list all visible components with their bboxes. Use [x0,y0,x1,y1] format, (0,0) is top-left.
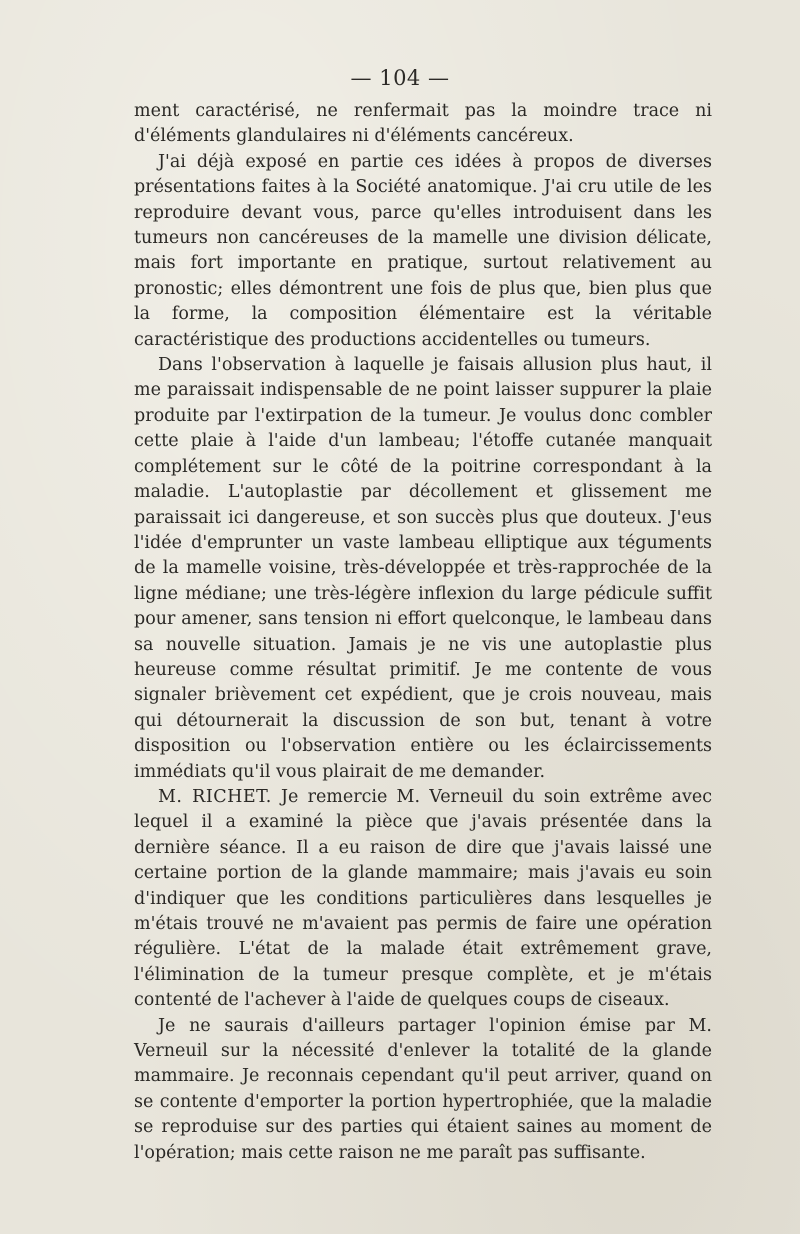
speaker-name: M. RICHET. [158,786,272,807]
paragraph-societe-anatomique: J'ai déjà exposé en partie ces idées à propos de diverses présentations faites à la Société anatomique. J'ai cru utile de les reproduire devant vous, parce qu'elles introduisent dans les tumeurs non cancéreuses de la mamelle une division délicate, mais fort importante en pratique, surtout relativement au pronostic; elles démontrent une fois de plus que, bien plus que la forme, la composition élémentaire est la véritable caractéristique des productions accidentelles ou tumeurs. [134,151,712,350]
paragraph-verneuil-opinion: Je ne saurais d'ailleurs partager l'opinion émise par M. Verneuil sur la nécessité d'enlever la totalité de la glande mammaire. Je reconnais cependant qu'il peut arriver, quand on se contente d'emporter la portion hypertrophiée, que la maladie se reproduise sur des parties qui étaient saines au moment de l'opération; mais cette raison ne me paraît pas suffisante. [134,1015,712,1163]
paragraph-observation-autoplastie: Dans l'observation à laquelle je faisais allusion plus haut, il me paraissait indispensable de ne point laisser suppurer la plaie produite par l'extirpation de la tumeur. Je voulus donc combler cette plaie à l'aide d'un lambeau; l'étoffe cutanée manquait complétement sur le côté de la poitrine correspondant à la maladie. L'autoplastie par décollement et glissement me paraissait ici dangereuse, et son succès plus que douteux. J'eus l'idée d'emprunter un vaste lambeau elliptique aux téguments de la mamelle voisine, très-développée et très-rapprochée de la ligne médiane; une très-légère inflexion du large pédicule suffit pour amener, sans tension ni effort quelconque, le lambeau dans sa nouvelle situation. Jamais je ne vis une autoplastie plus heureuse comme résultat primitif. Je me contente de vous signaler brièvement cet expédient, que je crois nouveau, mais qui détournerait la discussion de son but, tenant à votre disposition ou l'observation entière ou les éclaircissements immédiats qu'il vous plairait de me demander. [134,355,712,782]
paragraph-continuation: ment caractérisé, ne renfermait pas la moindre trace ni d'éléments glandulaires ni d'éléments cancéreux. [134,101,712,147]
body-text [134,99,712,1166]
paragraph-richet-text: Je remercie M. Verneuil du soin extrême avec lequel il a examiné la pièce que j'avais présentée dans la dernière séance. Il a eu raison de dire que j'avais laissé une certaine portion de la glande mammaire; mais j'avais eu soin d'indiquer que les conditions particulières dans lesquelles je m'étais trouvé ne m'avaient pas permis de faire une opération régulière. L'état de la malade était extrêmement grave, l'élimination de la tumeur presque complète, et je m'étais contenté de l'achever à l'aide de quelques coups de ciseaux. [134,786,712,1011]
page-number: — 104 — [350,66,450,90]
paragraph-richet-reply [134,785,712,1014]
